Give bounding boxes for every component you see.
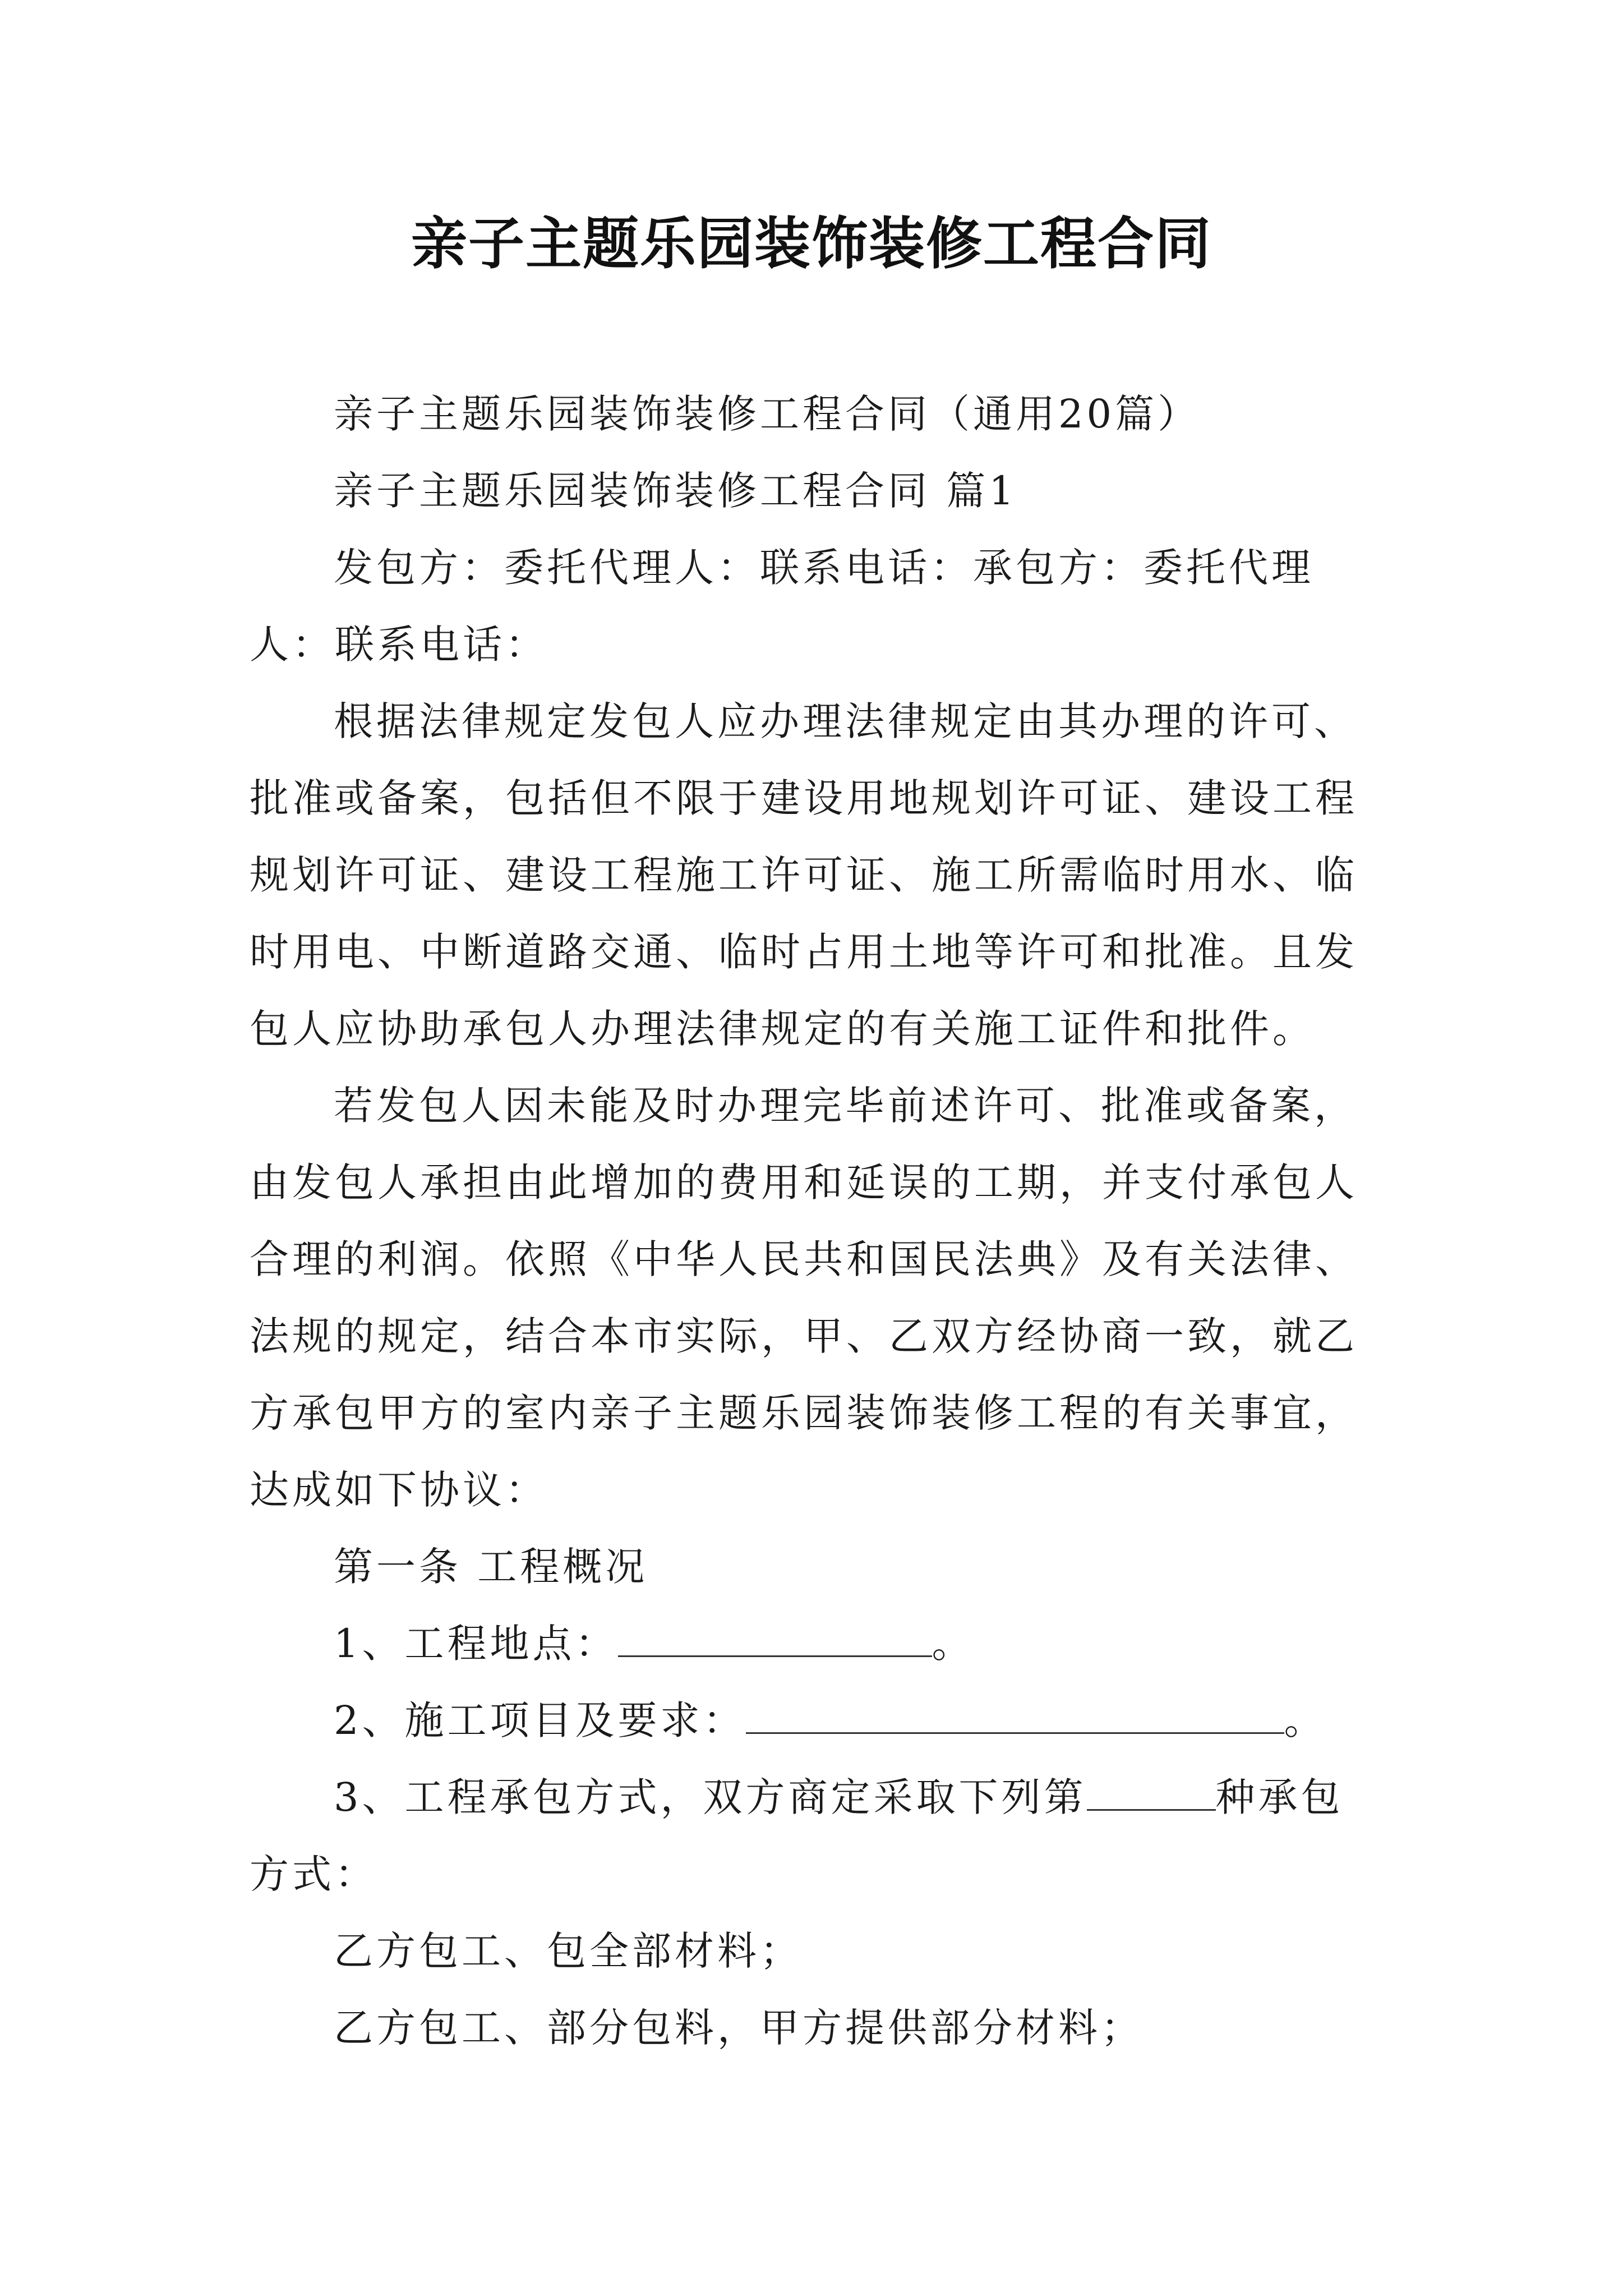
item-contract-method — [250, 1759, 1382, 1913]
location-blank-field[interactable] — [618, 1622, 932, 1657]
method-blank-field[interactable] — [1087, 1775, 1216, 1811]
item-3-label: 3、工程承包方式，双方商定采取下列第 — [334, 1774, 1087, 1820]
requirements-blank-field[interactable] — [746, 1699, 1284, 1734]
item-2-end: 。 — [1284, 1697, 1327, 1743]
item-1-end: 。 — [932, 1621, 975, 1667]
option-full-materials: 乙方包工、包全部材料； — [334, 1928, 803, 1974]
article-1-heading: 第一条 工程概况 — [334, 1544, 648, 1590]
item-1-label: 1、工程地点： — [334, 1621, 618, 1667]
delay-paragraph: 若发包人因未能及时办理完毕前述许可、批准或备案，由发包人承担由此增加的费用和延误的工期，并支付承包人合理的利润。依照《中华人民共和国民法典》及有关法律、法规的规定，结合本市实际，甲、乙双方经协商一致，就乙方承包甲方的室内亲子主题乐园装饰装修工程的有关事宜，达成如下协议： — [250, 1083, 1358, 1513]
permits-paragraph: 根据法律规定发包人应办理法律规定由其办理的许可、批准或备案，包括但不限于建设用地规划许可证、建设工程规划许可证、建设工程施工许可证、施工所需临时用水、临时用电、中断道路交通、临时占用土地等许可和批准。且发包人应协助承包人办理法律规定的有关施工证件和批件。 — [250, 698, 1358, 1052]
parties-line: 发包方：委托代理人：联系电话：承包方：委托代理人：联系电话： — [250, 545, 1314, 668]
item-2-label: 2、施工项目及要求： — [334, 1697, 746, 1743]
option-partial-materials: 乙方包工、部分包料，甲方提供部分材料； — [334, 2005, 1144, 2051]
document-body — [250, 376, 1382, 2067]
document-subtitle: 亲子主题乐园装饰装修工程合同（通用20篇） — [334, 391, 1201, 437]
section-heading: 亲子主题乐园装饰装修工程合同 篇1 — [334, 468, 1017, 514]
item-construction-requirements — [250, 1682, 1382, 1759]
item-3-end: 种承包方式： — [250, 1774, 1344, 1897]
item-project-location — [250, 1605, 1382, 1682]
document-title: 亲子主题乐园装饰装修工程合同 — [411, 211, 1212, 277]
